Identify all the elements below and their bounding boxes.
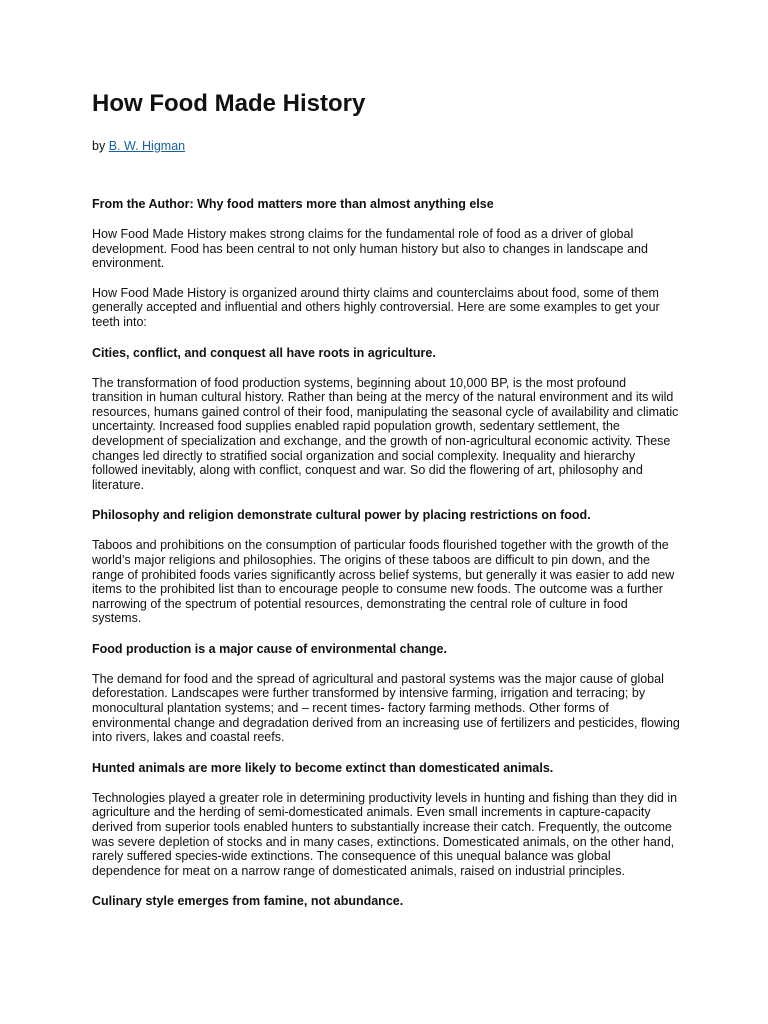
section-heading-environment: Food production is a major cause of environmental change.	[92, 641, 447, 656]
section-body-agriculture: The transformation of food production systems, beginning about 10,000 BP, is the most profound transition in human cultural history. Rather than being at the mercy of the natural environment and its wild resources, humans gained control of their food, manipulating the seasonal cycle of availability and climatic uncertainty. Increased food supplies enabled rapid population growth, sedentary settlement, the development of specialization and exchange, and the growth of non-agricultural economic activity. These changes led directly to stratified social organization and social complexity. Inequality and hierarchy followed inevitably, along with conflict, conquest and war. So did the flowering of art, philosophy and literature.	[92, 375, 679, 492]
section-heading-religion: Philosophy and religion demonstrate cultural power by placing restrictions on food.	[92, 508, 591, 523]
section-body-environment: The demand for food and the spread of agricultural and pastoral systems was the major cause of global deforestation. Landscapes were further transformed by intensive farming, irrigation and terracing; by monocultural plantation systems; and – recent times- factory farming methods. Other forms of environmental change and degradation derived from an increasing use of fertilizers and pesticides, flowing into rivers, lakes and coastal reefs.	[92, 671, 680, 745]
byline	[92, 138, 680, 154]
intro-paragraph-2: How Food Made History is organized around thirty claims and counterclaims about food, some of them generally accepted and influential and others highly controversial. Here are some examples to get your teeth into:	[92, 285, 660, 329]
document-title: How Food Made History	[92, 90, 366, 117]
section-heading-extinction: Hunted animals are more likely to become extinct than domesticated animals.	[92, 760, 554, 775]
section-heading-agriculture: Cities, conflict, and conquest all have roots in agriculture.	[92, 345, 436, 360]
byline-prefix: by	[92, 139, 106, 153]
section-heading-culinary: Culinary style emerges from famine, not abundance.	[92, 894, 404, 909]
section-body-religion: Taboos and prohibitions on the consumption of particular foods flourished together with the growth of the world’s major religions and philosophies. The origins of these taboos are difficult to pin down, and the range of prohibited foods varies significantly across belief systems, but generally it was easier to add new items to the prohibited list than to encourage people to consume new foods. The outcome was a further narrowing of the spectrum of potential resources, demonstrating the central role of culture in food systems.	[92, 538, 675, 626]
intro-heading: From the Author: Why food matters more than almost anything else	[92, 197, 494, 211]
document-page	[92, 88, 680, 909]
author-link[interactable]: B. W. Higman	[108, 139, 186, 153]
section-body-extinction: Technologies played a greater role in determining productivity levels in hunting and fishing than they did in agriculture and the herding of semi-domesticated animals. Even small increments in capture-capacity derived from superior tools enabled hunters to substantially increase their catch. Frequently, the outcome was severe depletion of stocks and in many cases, extinctions. Domesticated animals, on the other hand, rarely suffered species-wide extinctions. The consequence of this unequal balance was global dependence for meat on a narrow range of domesticated animals, raised on industrial principles.	[92, 790, 678, 878]
intro-paragraph-1: How Food Made History makes strong claims for the fundamental role of food as a driver of global development. Food has been central to not only human history but also to changes in landscape and environment.	[92, 227, 648, 271]
